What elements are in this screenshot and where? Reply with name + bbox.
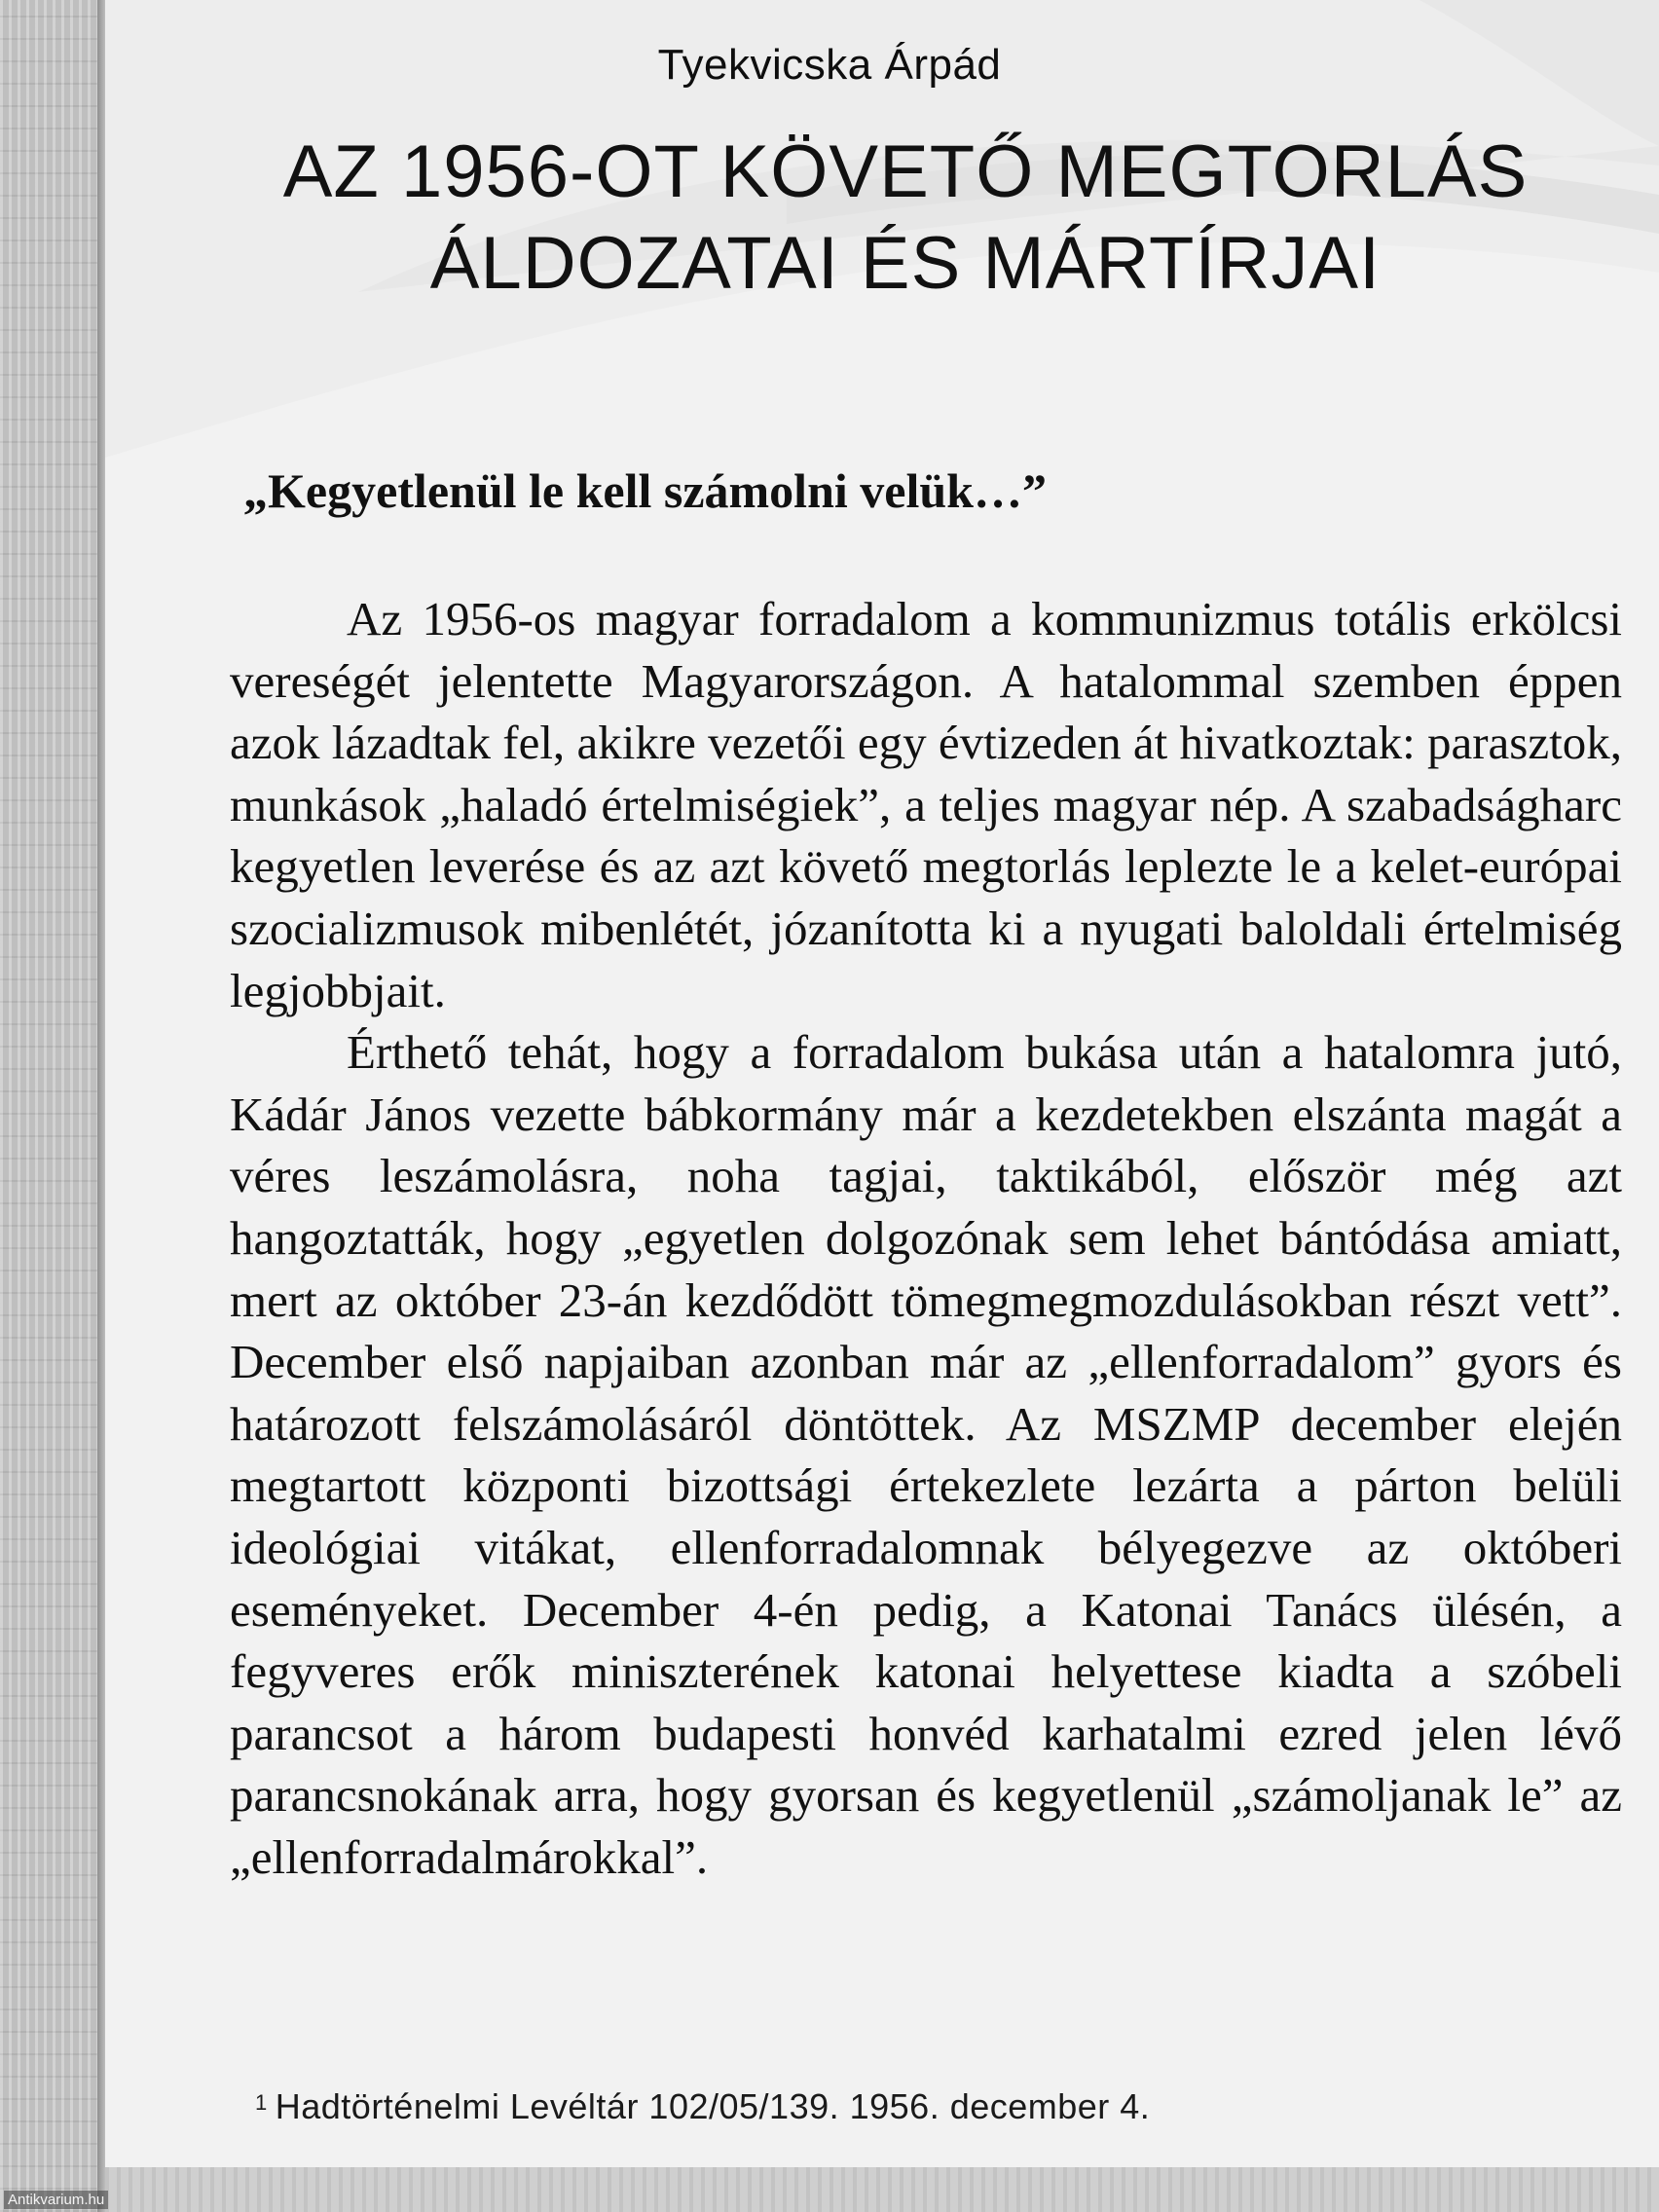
section-subtitle: „Kegyetlenül le kell számolni velük…” <box>243 463 1047 518</box>
page-edge-shadow <box>97 0 105 2212</box>
article-body <box>230 588 1622 1888</box>
footnote <box>255 2085 1150 2128</box>
wood-background-strip <box>0 0 103 2212</box>
watermark-label: Antikvarium.hu <box>4 2191 108 2209</box>
paragraph-1: Az 1956-os magyar forradalom a kommunizmus totális erkölcsi vereségét jelentette Magyarországon. A hatalommal szemben éppen azok lázadtak fel, akikre vezetői egy évtizeden át hivatkoztak: parasztok, munkások „haladó értelmiségiek”, a teljes magyar nép. A szabadságharc kegyetlen leverése és az azt követő megtorlás leplezte le a kelet-európai szocializmusok mibenlétét, józanította ki a nyugati baloldali értelmiség legjobbjait. <box>230 592 1622 1017</box>
footnote-marker: 1 <box>255 2090 268 2115</box>
footnote-text: Hadtörténelmi Levéltár 102/05/139. 1956. december 4. <box>275 2086 1151 2126</box>
bottom-background-band <box>105 2167 1659 2212</box>
article-title <box>224 127 1587 310</box>
paragraph-2: Érthető tehát, hogy a forradalom bukása után a hatalomra jutó, Kádár János vezette bábkormány már a kezdetekben elszánta magát a véres leszámolásra, noha tagjai, taktikából, először még azt hangoztatták, hogy „egyetlen dolgozónak sem lehet bántódása amiatt, mert az október 23-án kezdődött tömegmegmozdulásokban részt vett”. December első napjaiban azonban már az „ellenforradalom” gyors és határozott felszámolásáról döntöttek. Az MSZMP december elején megtartott központi bizottsági értekezlete lezárta a párton belüli ideológiai vitákat, ellenforradalomnak bélyegezve az októberi eseményeket. December 4-én pedig, a Katonai Tanács ülésén, a fegyveres erők miniszterének katonai helyettese kiadta a szóbeli parancsot a három budapesti honvéd karhatalmi ezred jelen lévő parancsnokának arra, hogy gyorsan és kegyetlenül „számoljanak le” az „ellenforradalmárokkal”. <box>230 1025 1622 1884</box>
author-name: Tyekvicska Árpád <box>657 41 1002 89</box>
title-line-2: ÁLDOZATAI ÉS MÁRTÍRJAI <box>429 222 1382 305</box>
title-line-1: AZ 1956-OT KÖVETŐ MEGTORLÁS <box>282 130 1529 213</box>
